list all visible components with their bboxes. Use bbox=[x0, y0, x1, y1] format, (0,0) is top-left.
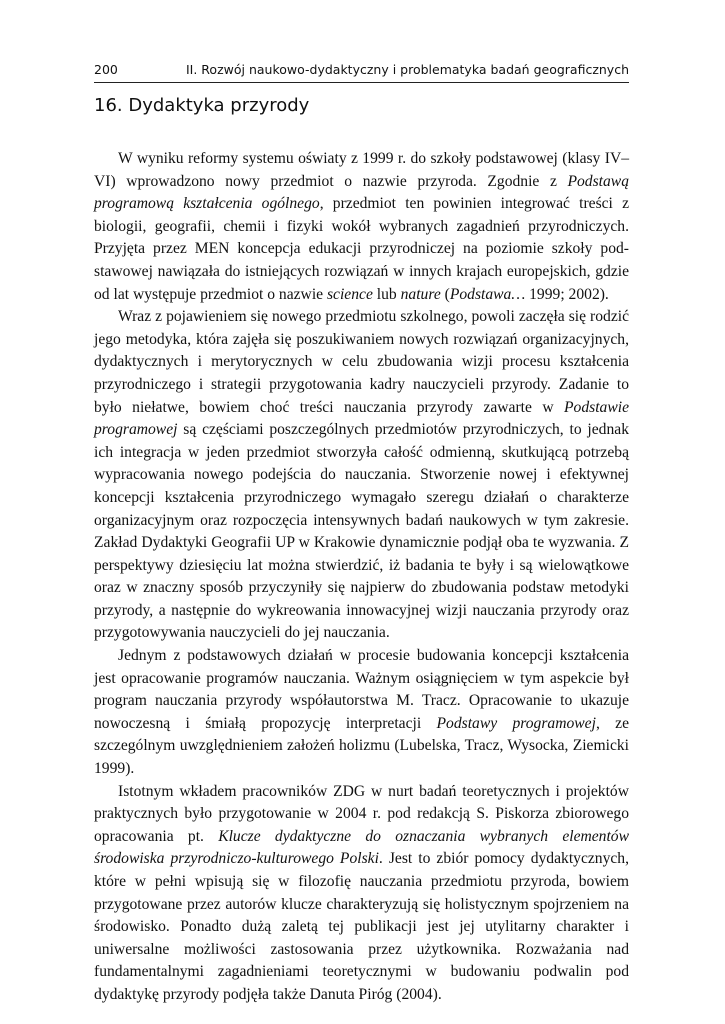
text-run: Jednym z podstawowych działań w procesie budowania koncepcji kształcenia jest opracowanie programów nauczania. Ważnym osiągnięciem w tym aspekcie był program nauczania przyrody współautorstwa M. Tracz. Opracowanie to ukazuje nowoczesną i śmiałą propozycję interpretacji bbox=[94, 647, 629, 732]
text-run: , ze szczególnym uwzględnieniem założeń holizmu (Lubelska, Tracz, Wysocka, Ziemicki 1999). bbox=[94, 714, 630, 778]
paragraph bbox=[94, 781, 629, 1007]
text-run: ( bbox=[440, 285, 450, 303]
text-run: 1999; 2002). bbox=[525, 285, 609, 303]
italic-text: nature bbox=[400, 285, 441, 303]
text-run: . Jest to zbiór pomocy dydaktycznych, które w pełni wpisują się w filozofię nauczania przedmiotu przyroda, bowiem przygotowane przez autorów klucze charakteryzują się holistycznym spojrzeniem na środowisko. Ponadto dużą zaletą tej publikacji jest jej utylitarny charakter i uniwersalne możliwości zastosowania przez użytkownika. Rozważania nad fundamentalnymi zagadnieniami teoretycznymi w budowaniu podwalin pod dydaktykę przyrody podjęła także Danuta Piróg (2004). bbox=[94, 850, 630, 1003]
paragraph bbox=[94, 148, 629, 306]
text-run: są częściami poszczególnych przedmiotów przyrodniczych, to jednak ich integracja w jeden przedmiot stworzyła całość odmienną, skutkującą potrzebą wypracowania nowego podejścia do nauczania. Stworzenie nowej i efektywnej koncepcji kształcenia przyrodniczego wymagało szeregu działań o charakterze organizacyjnym oraz rozpoczęcia intensywnych badań naukowych w tym zakresie. Zakład Dydaktyki Geografii UP w Krakowie dynamicznie podjął oba te wyzwania. Z perspektywy dziesięciu lat można stwierdzić, iż badania te były i są wielowątkowe oraz w znaczny sposób przyczyniły się najpierw do zbudowania podstaw metodyki przyrody, a następnie do wykreowania innowacyjnej wizji nauczania przyrody oraz przygotowywania nauczycieli do jej nauczania. bbox=[94, 421, 629, 642]
paragraph bbox=[94, 306, 629, 645]
text-run: Istotnym wkładem pracowników ZDG w nurt badań teoretycznych i projektów praktycznych było przygotowanie w 2004 r. pod redakcją S. Piskorza zbiorowego opracowania pt. bbox=[94, 782, 629, 845]
italic-text: Podstawą programową kształcenia ogólnego bbox=[94, 172, 629, 213]
page-number: 200 bbox=[94, 62, 118, 77]
running-header bbox=[94, 60, 629, 83]
italic-text: Podstawa… bbox=[449, 285, 526, 303]
italic-text: Klucze dydaktyczne do oznaczania wybranych elementów środowiska przyrodniczo-kulturowego Polski bbox=[94, 827, 629, 868]
paragraph bbox=[94, 645, 629, 781]
section-title: 16. Dydaktyka przyrody bbox=[94, 95, 310, 116]
text-run: W wyniku reformy systemu oświaty z 1999 r. do szkoły podstawowej (klasy IV–VI) wprowadzono nowy przedmiot o nazwie przyroda. Zgodnie z bbox=[94, 150, 629, 190]
running-title: II. Rozwój naukowo-dydaktyczny i problematyka badań geograficznych bbox=[185, 62, 629, 77]
italic-text: Podstawie programowej bbox=[94, 398, 629, 439]
text-run: lub bbox=[372, 285, 401, 303]
body-text bbox=[94, 148, 629, 1007]
text-run: , przedmiot ten powinien integrować treści z biologii, geografii, chemii i fizyki wokół wybranych zagadnień przyrodniczych. Przyjęta przez MEN koncepcja edukacji przyrodniczej na poziomie szkoły podstawowej nawiązała do istniejących rozwiązań w innych krajach europejskich, gdzie od lat występuje przedmiot o nazwie bbox=[94, 195, 629, 303]
italic-text: science bbox=[326, 285, 373, 303]
italic-text: Podstawy programowej bbox=[436, 714, 596, 732]
text-run: Wraz z pojawieniem się nowego przedmiotu szkolnego, powoli zaczęła się rodzić jego metodyka, która zajęła się poszukiwaniem nowych rozwiązań organizacyjnych, dydaktycznych i merytorycznych w celu zbudowania wizji procesu kształcenia przyrodniczego i strategii przygotowania kadry nauczycieli przyrody. Zadanie to było niełatwe, bowiem choć treści nauczania przyrody zawarte w bbox=[94, 308, 629, 416]
